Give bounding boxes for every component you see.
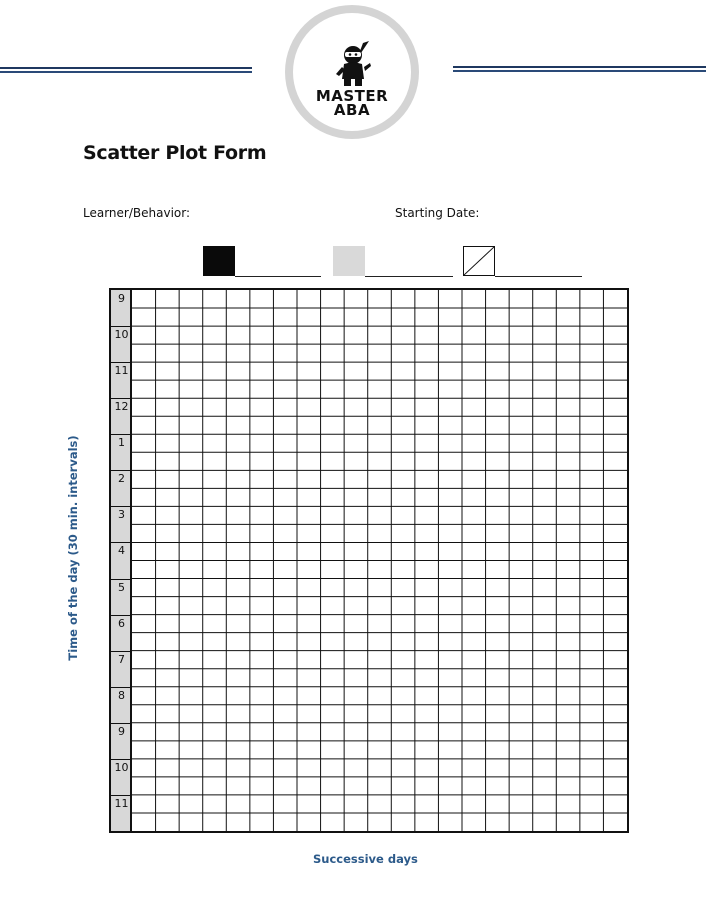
hour-label: 11 bbox=[114, 796, 129, 810]
hour-separator bbox=[111, 398, 130, 399]
starting-date-label: Starting Date: bbox=[395, 206, 480, 220]
hour-separator bbox=[111, 615, 130, 616]
hour-separator bbox=[111, 362, 130, 363]
scatter-plot-grid bbox=[109, 288, 629, 833]
form-title: Scatter Plot Form bbox=[83, 142, 267, 164]
grid-lines bbox=[132, 290, 627, 831]
header-rule-left bbox=[0, 67, 252, 73]
hour-label: 5 bbox=[118, 580, 125, 594]
legend-shaded-line[interactable] bbox=[365, 276, 453, 277]
hour-separator bbox=[111, 506, 130, 507]
hour-separator bbox=[111, 434, 130, 435]
time-of-day-column bbox=[111, 290, 132, 831]
hour-label: 8 bbox=[118, 688, 125, 702]
hour-separator bbox=[111, 579, 130, 580]
hour-separator bbox=[111, 326, 130, 327]
hour-label: 7 bbox=[118, 652, 125, 666]
ninja-icon bbox=[333, 41, 373, 87]
hour-label: 10 bbox=[114, 328, 129, 342]
hour-label: 3 bbox=[118, 508, 125, 522]
hour-separator bbox=[111, 651, 130, 652]
legend-shaded-box bbox=[333, 246, 365, 276]
legend-filled-box bbox=[203, 246, 235, 276]
hour-separator bbox=[111, 723, 130, 724]
hour-label: 11 bbox=[114, 364, 129, 378]
hour-separator bbox=[111, 795, 130, 796]
x-axis-title: Successive days bbox=[313, 852, 418, 866]
hour-label: 9 bbox=[118, 292, 125, 306]
hour-label: 1 bbox=[118, 436, 125, 450]
hour-label: 10 bbox=[114, 760, 129, 774]
hour-label: 2 bbox=[118, 472, 125, 486]
hour-label: 6 bbox=[118, 616, 125, 630]
hour-separator bbox=[111, 759, 130, 760]
y-axis-title: Time of the day (30 min. intervals) bbox=[66, 435, 80, 661]
logo-text-master: MASTER bbox=[315, 87, 389, 105]
hour-label: 4 bbox=[118, 544, 125, 558]
hour-separator bbox=[111, 542, 130, 543]
logo-text-aba: ABA bbox=[333, 101, 371, 119]
hour-separator bbox=[111, 687, 130, 688]
header-rule-right bbox=[453, 66, 706, 72]
master-aba-logo bbox=[285, 5, 419, 139]
learner-behavior-label: Learner/Behavior: bbox=[83, 206, 191, 220]
hour-label: 9 bbox=[118, 724, 125, 738]
hour-label: 12 bbox=[114, 400, 129, 414]
legend-filled-line[interactable] bbox=[235, 276, 321, 277]
legend-slashed-box bbox=[463, 246, 495, 276]
legend-slashed-line[interactable] bbox=[495, 276, 582, 277]
hour-separator bbox=[111, 470, 130, 471]
